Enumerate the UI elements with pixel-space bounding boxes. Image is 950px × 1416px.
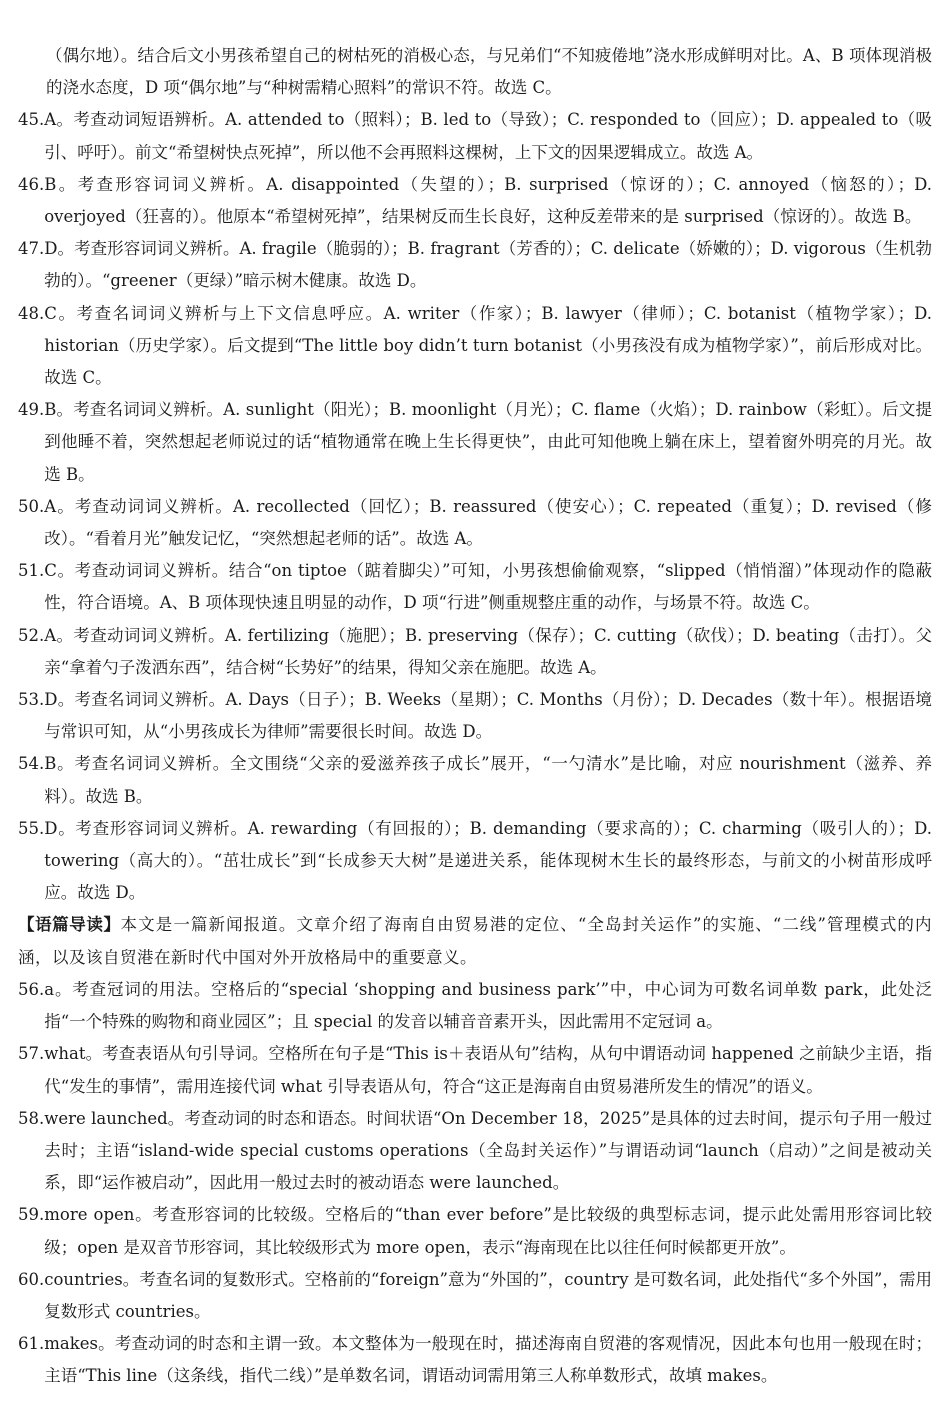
answer-explanation: A。考查动词词义辨析。A. recollected（回忆）；B. reassured（使安心）；C. repeated（重复）；D. revised（修改）。“看着月光”触发记忆，“突然想起老师的话”。故选 A。	[44, 496, 932, 549]
answer-item-53	[18, 684, 932, 748]
answer-number: 52.	[18, 625, 45, 645]
answer-item-60	[18, 1264, 932, 1328]
passage-guide	[18, 909, 932, 973]
answer-explanation: a。考查冠词的用法。空格后的“special ‘shopping and business park’”中，中心词为可数名词单数 park，此处泛指“一个特殊的购物和商业园区”；且 special 的发音以辅音音素开头，因此需用不定冠词 a。	[44, 979, 932, 1032]
answer-number: 60.	[18, 1269, 45, 1289]
answer-explanation: D。考查形容词词义辨析。A. fragile（脆弱的）；B. fragrant（芳香的）；C. delicate（娇嫩的）；D. vigorous（生机勃勃的）。“greener（更绿）”暗示树木健康。故选 D。	[44, 239, 932, 291]
answer-item-48	[18, 298, 932, 395]
answer-number: 58.	[18, 1108, 45, 1128]
answer-explanation: A。考查动词词义辨析。A. fertilizing（施肥）；B. preserving（保存）；C. cutting（砍伐）；D. beating（击打）。父亲“拿着勺子泼洒东西”，结合树“长势好”的结果，得知父亲在施肥。故选 A。	[44, 625, 932, 677]
answer-explanation: B。考查名词词义辨析。A. sunlight（阳光）；B. moonlight（月光）；C. flame（火焰）；D. rainbow（彩虹）。后文提到他睡不着，突然想起老师说过的话“植物通常在晚上生长得更快”，由此可知他晚上躺在床上，望着窗外明亮的月光。故选 B。	[44, 400, 932, 484]
answer-explanation: makes。考查动词的时态和主谓一致。本文整体为一般现在时，描述海南自贸港的客观情况，因此本句也用一般现在时；主语“This line（这条线，指代二线）”是单数名词，谓语动词需用第三人称单数形式，故填 makes。	[44, 1334, 932, 1386]
answer-number: 55.	[18, 818, 45, 838]
intro-paragraph: （偶尔地）。结合后文小男孩希望自己的树枯死的消极心态，与兄弟们“不知疲倦地”浇水形成鲜明对比。A、B 项体现消极的浇水态度，D 项“偶尔地”与“种树需精心照料”的常识不符。故选 C。	[46, 46, 932, 98]
answer-explanation: C。考查名词词义辨析与上下文信息呼应。A. writer（作家）；B. lawyer（律师）；C. botanist（植物学家）；D. historian（历史学家）。后文提到“The little boy didn’t turn botanist（小男孩没有成为植物学家）”，前后形成对比。故选 C。	[44, 303, 932, 388]
answer-number: 47.	[18, 239, 45, 259]
answer-number: 51.	[18, 561, 45, 581]
answer-item-54	[18, 748, 932, 812]
answer-number: 57.	[18, 1044, 45, 1064]
answer-number: 46.	[18, 174, 45, 194]
answer-explanation: what。考查表语从句引导词。空格所在句子是“This is＋表语从句”结构，从句中谓语动词 happened 之前缺少主语，指代“发生的事情”，需用连接代词 what 引导表语从句，符合“这正是海南自由贸易港所发生的情况”的语义。	[44, 1044, 932, 1096]
passage-guide-label: 【语篇导读】	[18, 915, 121, 935]
answer-number: 56.	[18, 979, 45, 999]
answer-explanation: D。考查形容词词义辨析。A. rewarding（有回报的）；B. demanding（要求高的）；C. charming（吸引人的）；D. towering（高大的）。“茁壮成长”到“长成参天大树”是递进关系，能体现树木生长的最终形态，与前文的小树苗形成呼应。故选 D。	[44, 818, 932, 903]
answer-explanation: B。考查形容词词义辨析。A. disappointed（失望的）；B. surprised（惊讶的）；C. annoyed（恼怒的）；D. overjoyed（狂喜的）。他原本“希望树死掉”，结果树反而生长良好，这种反差带来的是 surprised（惊讶的）。故选 B。	[44, 174, 932, 227]
answer-number: 54.	[18, 754, 45, 774]
answer-item-51	[18, 555, 932, 619]
answer-item-49	[18, 394, 932, 491]
answer-number: 48.	[18, 303, 45, 323]
answer-item-52	[18, 620, 932, 684]
passage-guide-text: 本文是一篇新闻报道。文章介绍了海南自由贸易港的定位、“全岛封关运作”的实施、“二线”管理模式的内涵，以及该自贸港在新时代中国对外开放格局中的重要意义。	[18, 915, 933, 967]
answer-item-59	[18, 1199, 932, 1263]
answer-item-58	[18, 1103, 932, 1200]
answer-item-55	[18, 813, 932, 910]
answer-list-grammar	[18, 974, 932, 1393]
answer-explanation: C。考查动词词义辨析。结合“on tiptoe（踮着脚尖）”可知，小男孩想偷偷观察，“slipped（悄悄溜）”体现动作的隐蔽性，符合语境。A、B 项体现快速且明显的动作，D 项“行进”侧重规整庄重的动作，与场景不符。故选 C。	[44, 561, 932, 613]
answer-item-46	[18, 169, 932, 233]
answer-number: 61.	[18, 1334, 45, 1354]
answer-item-45	[18, 104, 932, 168]
answer-number: 50.	[18, 496, 45, 516]
answer-explanation: were launched。考查动词的时态和语态。时间状语“On December 18，2025”是具体的过去时间，提示句子用一般过去时；主语“island-wide special customs operations（全岛封关运作）”与谓语动词“launch（启动）”之间是被动关系，即“运作被启动”，因此用一般过去时的被动语态 were launched。	[44, 1108, 932, 1193]
answer-explanation: D。考查名词词义辨析。A. Days（日子）；B. Weeks（星期）；C. Months（月份）；D. Decades（数十年）。根据语境与常识可知，从“小男孩成长为律师”需要很长时间。故选 D。	[44, 690, 932, 742]
answer-item-61	[18, 1328, 932, 1392]
answer-item-50	[18, 491, 932, 555]
answer-list-cloze	[18, 104, 932, 909]
answer-explanation: B。考查名词词义辨析。全文围绕“父亲的爱滋养孩子成长”展开，“一勺清水”是比喻，对应 nourishment（滋养、养料）。故选 B。	[44, 754, 932, 806]
answer-explanation: more open。考查形容词的比较级。空格后的“than ever before”是比较级的典型标志词，提示此处需用形容词比较级；open 是双音节形容词，其比较级形式为 more open，表示“海南现在比以往任何时候都更开放”。	[44, 1205, 932, 1257]
answer-explanation: countries。考查名词的复数形式。空格前的“foreign”意为“外国的”，country 是可数名词，此处指代“多个外国”，需用复数形式 countries。	[44, 1269, 932, 1321]
answer-item-57	[18, 1038, 932, 1102]
answer-item-56	[18, 974, 932, 1038]
answer-explanation: A。考查动词短语辨析。A. attended to（照料）；B. led to（导致）；C. responded to（回应）；D. appealed to（吸引、呼吁）。前文“希望树快点死掉”，所以他不会再照料这棵树，上下文的因果逻辑成立。故选 A。	[44, 110, 932, 162]
answer-item-47	[18, 233, 932, 297]
answer-number: 59.	[18, 1205, 45, 1225]
answer-number: 53.	[18, 690, 45, 710]
answer-number: 49.	[18, 400, 45, 420]
answer-number: 45.	[18, 110, 45, 130]
